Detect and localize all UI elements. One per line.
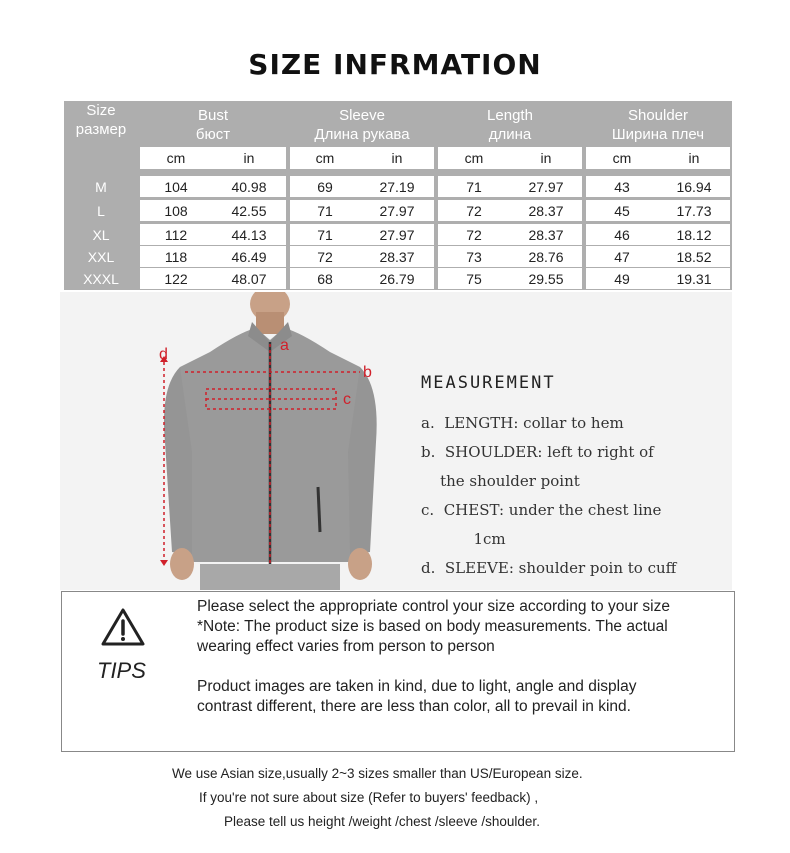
measurement-line: c. CHEST: under the chest line: [421, 501, 662, 519]
footer-line: If you're not sure about size (Refer to buyers' feedback) ,: [199, 790, 539, 805]
group-name: Sleeve: [339, 107, 385, 124]
table-value-cell: 27.19: [360, 176, 434, 197]
size-table: [64, 101, 732, 290]
size-label-cell: XXL: [87, 248, 115, 265]
model-right-hand: [348, 548, 372, 580]
table-value-cell: 72: [438, 200, 510, 221]
table-value-cell: 46.49: [212, 246, 286, 267]
table-value-cell: 68: [290, 268, 360, 289]
measurement-title: MEASUREMENT: [421, 373, 556, 393]
tips-text-line: Product images are taken in kind, due to light, angle and display: [197, 678, 637, 695]
table-value-cell: 27.97: [510, 176, 582, 197]
tips-text-line: contrast different, there are less than color, all to prevail in kind.: [197, 698, 631, 715]
table-value-cell: 118: [140, 246, 212, 267]
measure-label-d: d: [159, 346, 168, 363]
table-value-cell: 26.79: [360, 268, 434, 289]
table-value-cell: 28.76: [510, 246, 582, 267]
size-label-cell: L: [97, 202, 105, 219]
table-value-cell: 71: [438, 176, 510, 197]
jacket-pocket: [318, 487, 320, 532]
table-value-cell: 47: [586, 246, 658, 267]
table-value-cell: 28.37: [510, 200, 582, 221]
column-group-header: [138, 105, 288, 145]
model-jacket-illustration: [60, 292, 732, 590]
table-value-cell: 16.94: [658, 176, 730, 197]
footer-line: Please tell us height /weight /chest /sleeve /shoulder.: [224, 814, 540, 829]
measure-label-a: a: [280, 337, 289, 354]
table-value-cell: 29.55: [510, 268, 582, 289]
measure-arrow-d-bottom: [160, 560, 168, 566]
tips-text-line: *Note: The product size is based on body measurements. The actual: [197, 618, 668, 635]
group-name: Shoulder: [627, 107, 689, 124]
measurement-line: 1cm: [421, 530, 506, 548]
table-value-cell: 122: [140, 268, 212, 289]
table-value-cell: 27.97: [360, 200, 434, 221]
footer-line: We use Asian size,usually 2~3 sizes smaller than US/European size.: [172, 766, 583, 781]
size-header-text: размер: [75, 121, 127, 138]
table-value-cell: 112: [140, 224, 212, 245]
table-value-cell: 18.12: [658, 224, 730, 245]
tips-label: TIPS: [97, 658, 146, 683]
table-value-cell: 71: [290, 200, 360, 221]
table-value-cell: 104: [140, 176, 212, 197]
measurement-line: the shoulder point: [421, 472, 580, 490]
model-left-hand: [170, 548, 194, 580]
table-value-cell: 71: [290, 224, 360, 245]
model-pants: [200, 564, 340, 590]
size-header-text: Size: [86, 102, 116, 119]
page-title: SIZE INFRMATION: [248, 48, 542, 81]
unit-header-cell: cm: [586, 147, 658, 169]
group-name-ru: длина: [488, 126, 532, 143]
table-value-cell: 75: [438, 268, 510, 289]
table-value-cell: 43: [586, 176, 658, 197]
model-illustration-area: [60, 292, 732, 590]
table-value-cell: 69: [290, 176, 360, 197]
unit-header-cell: in: [658, 147, 730, 169]
column-group-header: [436, 105, 584, 145]
unit-header-cell: cm: [140, 147, 212, 169]
table-value-cell: 27.97: [360, 224, 434, 245]
group-name: Length: [487, 107, 533, 124]
column-group-header: [584, 105, 732, 145]
table-value-cell: 49: [586, 268, 658, 289]
size-label-cell: XXXL: [83, 270, 119, 287]
table-value-cell: 28.37: [510, 224, 582, 245]
measure-label-c: c: [343, 391, 351, 408]
table-value-cell: 73: [438, 246, 510, 267]
table-value-cell: 48.07: [212, 268, 286, 289]
warning-triangle-icon: [100, 607, 146, 647]
table-value-cell: 46: [586, 224, 658, 245]
table-value-cell: 108: [140, 200, 212, 221]
table-value-cell: 17.73: [658, 200, 730, 221]
measurement-line: b. SHOULDER: left to right of: [421, 443, 654, 461]
size-label-cell: M: [95, 178, 107, 195]
measurement-line: d. SLEEVE: shoulder poin to cuff: [421, 559, 677, 577]
group-name-ru: Ширина плеч: [611, 126, 705, 143]
table-value-cell: 72: [438, 224, 510, 245]
table-value-cell: 45: [586, 200, 658, 221]
table-value-cell: 44.13: [212, 224, 286, 245]
tips-text-line: wearing effect varies from person to person: [197, 638, 495, 655]
unit-header-cell: in: [212, 147, 286, 169]
group-name-ru: Длина рукава: [314, 126, 410, 143]
size-label-cell: XL: [92, 226, 110, 243]
table-value-cell: 40.98: [212, 176, 286, 197]
unit-header-cell: cm: [438, 147, 510, 169]
size-column-header: [64, 101, 138, 161]
column-group-header: [288, 105, 436, 145]
group-name: Bust: [197, 107, 228, 124]
tips-text-line: Please select the appropriate control your size according to your size: [197, 598, 670, 615]
group-name-ru: бюст: [195, 126, 231, 143]
model-neck: [256, 312, 284, 334]
table-value-cell: 19.31: [658, 268, 730, 289]
unit-header-cell: in: [360, 147, 434, 169]
unit-header-cell: cm: [290, 147, 360, 169]
table-value-cell: 28.37: [360, 246, 434, 267]
measurement-line: a. LENGTH: collar to hem: [421, 414, 624, 432]
table-value-cell: 42.55: [212, 200, 286, 221]
table-value-cell: 18.52: [658, 246, 730, 267]
measure-label-b: b: [363, 364, 372, 381]
unit-header-cell: in: [510, 147, 582, 169]
table-value-cell: 72: [290, 246, 360, 267]
